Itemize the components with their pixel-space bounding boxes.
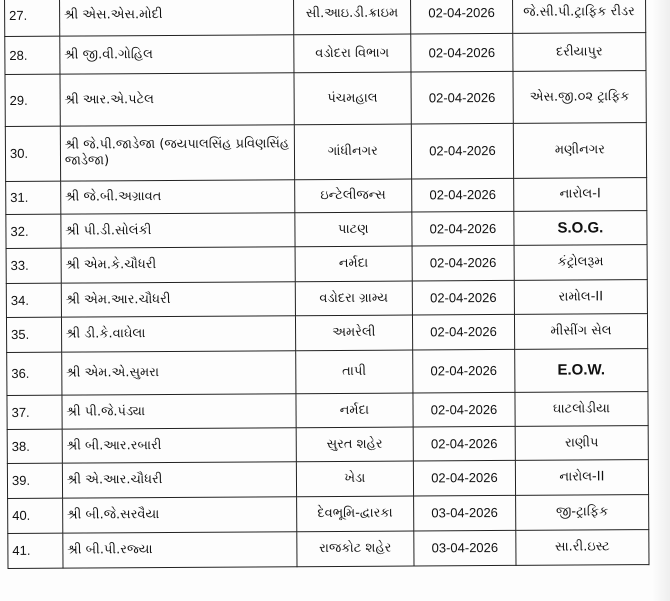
from-unit-cell: નર્મદા — [295, 246, 413, 282]
serial-cell: 34. — [6, 283, 61, 317]
date-cell: 02-04-2026 — [413, 426, 515, 461]
date-cell: 02-04-2026 — [412, 178, 514, 212]
officer-name-cell: શ્રી બી.પી.રજ્યા — [63, 532, 297, 568]
posting-cell: જે.સી.પી.ટ્રાફિક રીડર — [512, 0, 645, 33]
date-cell: 02-04-2026 — [413, 392, 515, 427]
officer-name-cell: શ્રી જી.વી.ગોહિલ — [60, 35, 294, 74]
serial-cell: 41. — [8, 533, 63, 568]
officer-name-cell: શ્રી પી.ડી.સોલંકી — [61, 213, 295, 248]
from-unit-cell: પંચમહાલ — [294, 72, 412, 125]
page-edge-shadow — [652, 0, 670, 601]
table-row — [5, 33, 646, 75]
posting-cell: દરીયાપુર — [513, 33, 646, 72]
posting-cell: નારોલ-II — [515, 460, 648, 496]
serial-cell: 31. — [6, 181, 61, 214]
date-cell: 03-04-2026 — [414, 495, 516, 531]
date-cell: 02-04-2026 — [411, 123, 513, 179]
from-unit-cell: સી.આઇ.ડી.ક્રાઇમ — [293, 0, 411, 35]
from-unit-cell: નર્મદા — [296, 393, 414, 428]
table-row — [5, 123, 646, 182]
table-row — [6, 211, 647, 249]
from-unit-cell: ખેડા — [296, 461, 414, 497]
table-row — [5, 71, 646, 127]
officer-name-cell: શ્રી જે.બી.અગ્રાવત — [60, 180, 294, 214]
table-row — [7, 392, 648, 430]
posting-cell: મીસીંગ સેલ — [514, 314, 647, 350]
serial-cell: 28. — [5, 36, 60, 74]
date-cell: 02-04-2026 — [411, 33, 513, 72]
posting-cell: જી-ટ્રાફિક — [515, 495, 648, 531]
date-cell: 02-04-2026 — [411, 71, 513, 124]
officer-name-cell: શ્રી એમ.કે.ચૌધરી — [61, 247, 295, 283]
from-unit-cell: સુરત શહેર — [296, 427, 414, 462]
officer-name-cell: શ્રી બી.જે.સરવૈયા — [62, 497, 296, 533]
table-row — [8, 495, 649, 534]
serial-cell: 37. — [7, 395, 62, 429]
table-row — [5, 0, 646, 36]
serial-cell: 35. — [6, 317, 61, 352]
serial-cell: 39. — [7, 463, 62, 498]
posting-cell: ઘાટલોડીયા — [515, 392, 648, 427]
serial-cell: 36. — [7, 352, 62, 395]
officer-name-cell: શ્રી જે.પી.જાડેજા (જયપાલસિંહ પ્રવિણસિંહ જાડેજા) — [60, 125, 294, 181]
from-unit-cell: અમરેલી — [295, 315, 413, 351]
posting-cell: રાણીપ — [515, 426, 648, 461]
serial-cell: 40. — [8, 498, 63, 533]
posting-cell: કંટ્રોલરૂમ — [514, 245, 647, 281]
serial-cell: 38. — [7, 429, 62, 463]
table-row — [8, 530, 649, 569]
officer-name-cell: શ્રી બી.આર.રબારી — [62, 428, 296, 463]
date-cell: 03-04-2026 — [414, 530, 516, 566]
date-cell: 02-04-2026 — [413, 314, 515, 350]
table-row — [6, 178, 647, 215]
date-cell: 02-04-2026 — [412, 245, 514, 281]
from-unit-cell: વડોદરા ગ્રામ્ય — [295, 281, 413, 316]
posting-cell: E.O.W. — [515, 349, 648, 393]
from-unit-cell: વડોદરા વિભાગ — [293, 34, 411, 73]
date-cell: 02-04-2026 — [413, 460, 515, 496]
from-unit-cell: રાજકોટ શહેર — [296, 531, 414, 567]
posting-cell: મણીનગર — [513, 123, 646, 179]
officer-name-cell: શ્રી એમ.એ.સુમરા — [62, 351, 296, 395]
table-row — [7, 349, 648, 396]
date-cell: 02-04-2026 — [412, 280, 514, 315]
table-row — [7, 460, 648, 499]
posting-cell: S.O.G. — [514, 211, 647, 246]
posting-cell: એસ.જી.૦૨ ટ્રાફિક — [513, 71, 646, 124]
table-row — [6, 314, 647, 353]
officer-name-cell: શ્રી એ.આર.ચૌધરી — [62, 462, 296, 498]
officer-name-cell: શ્રી એસ.એસ.મોદી — [59, 0, 293, 36]
serial-cell: 30. — [5, 126, 60, 181]
serial-cell: 33. — [6, 248, 61, 283]
table-row — [7, 426, 648, 464]
from-unit-cell: ગાંધીનગર — [294, 124, 412, 180]
table-row — [6, 245, 647, 284]
posting-cell: નારોલ-I — [513, 178, 646, 212]
date-cell: 02-04-2026 — [411, 0, 513, 34]
officer-name-cell: શ્રી આર.એ.પટેલ — [60, 73, 294, 126]
serial-cell: 27. — [5, 0, 60, 36]
transfer-table — [4, 0, 650, 569]
officer-name-cell: શ્રી પી.જે.પંડ્યા — [62, 394, 296, 429]
posting-cell: સા.રી.ઇસ્ટ — [516, 530, 649, 566]
date-cell: 02-04-2026 — [412, 211, 514, 246]
from-unit-cell: તાપી — [295, 350, 413, 394]
from-unit-cell: ઇન્ટેલીજન્સ — [294, 179, 412, 213]
from-unit-cell: દેવભૂમિ-દ્વારકા — [296, 496, 414, 532]
serial-cell: 29. — [5, 74, 60, 126]
transfer-table-body — [5, 0, 649, 568]
from-unit-cell: પાટણ — [294, 212, 412, 247]
date-cell: 02-04-2026 — [413, 349, 515, 393]
serial-cell: 32. — [6, 214, 61, 248]
table-row — [6, 280, 647, 318]
officer-name-cell: શ્રી એમ.આર.ચૌધરી — [61, 282, 295, 317]
posting-cell: રામોલ-II — [514, 280, 647, 315]
officer-name-cell: શ્રી ડી.કે.વાઘેલા — [61, 316, 295, 352]
